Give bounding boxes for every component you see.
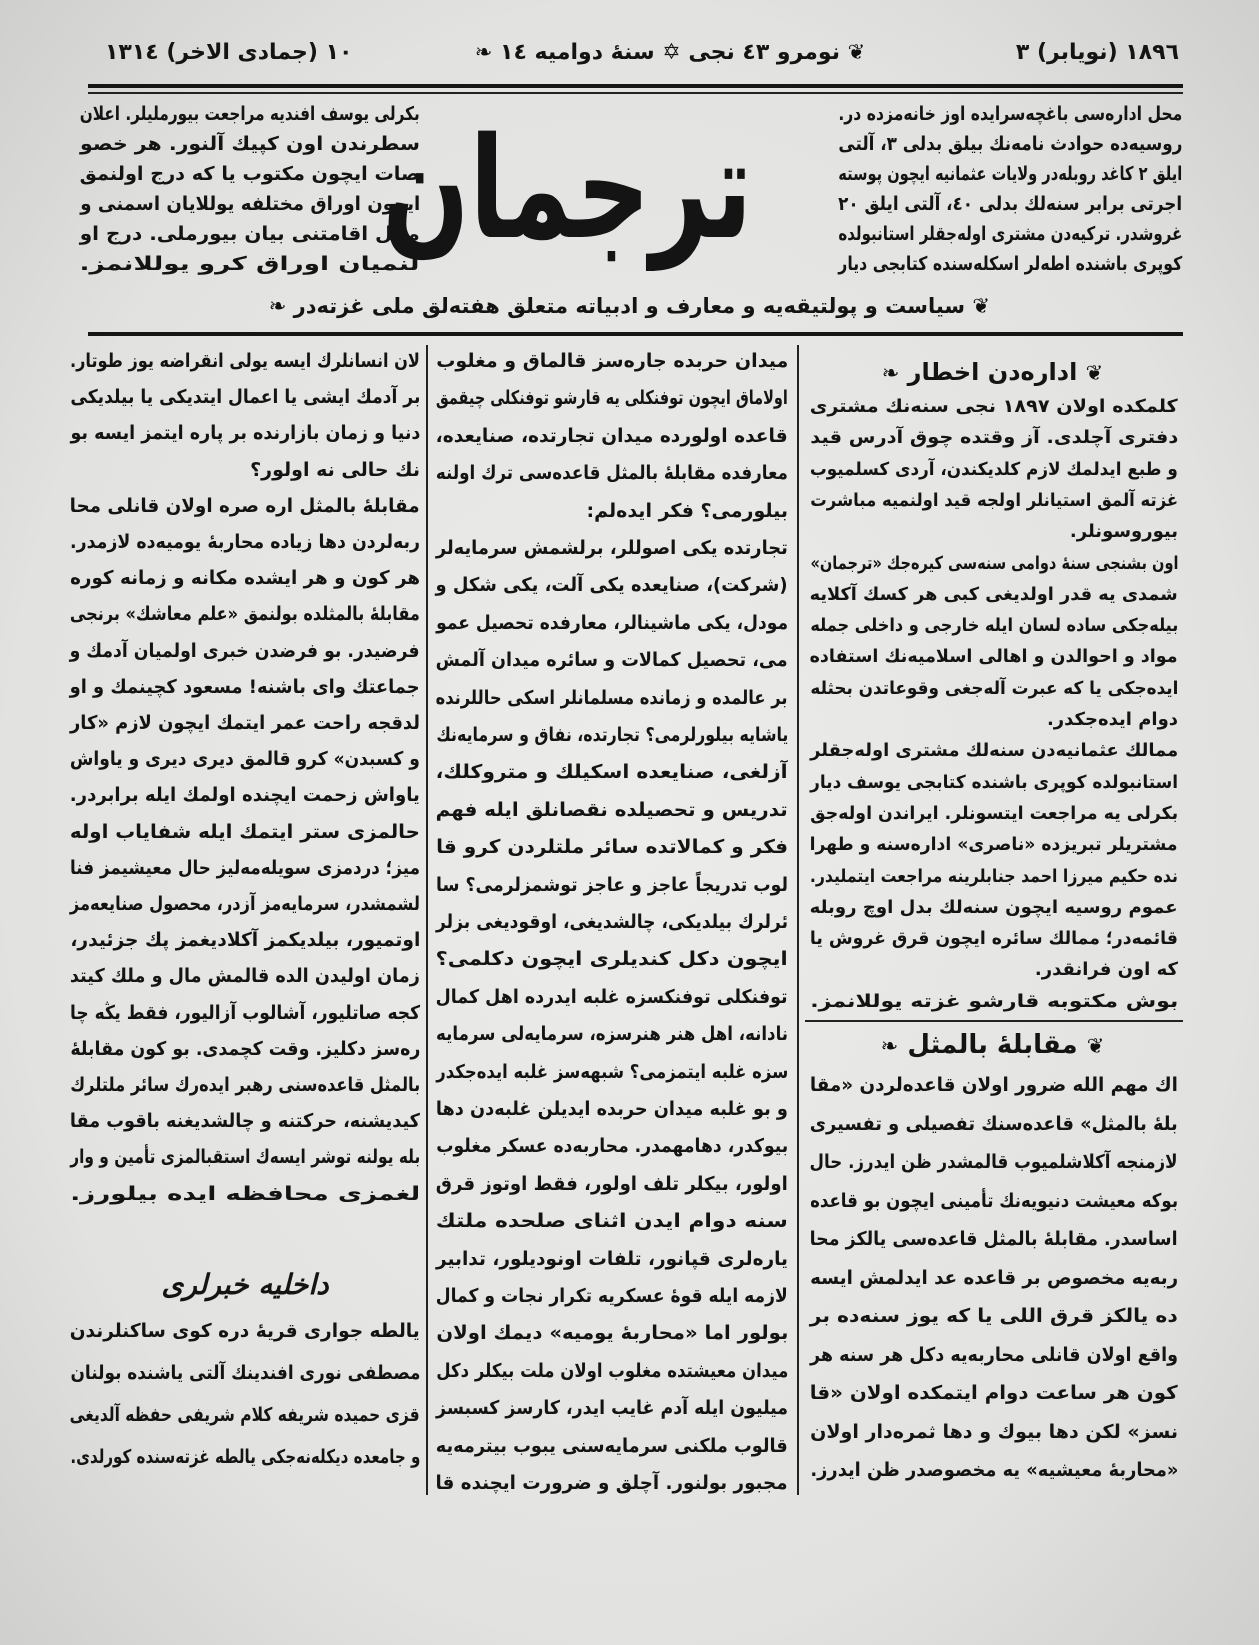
masthead-line [838, 195, 1182, 214]
text-line-text: معارفده مقابلهٔ بالمثل قاعدەسی ترك اولنه [436, 462, 788, 485]
news-line [70, 1364, 420, 1383]
notice-line-text: نده حکیم میرزا احمد جنابلرینه مراجعت ایتملیدر. [810, 865, 1178, 887]
masthead-line-text: ایچون اوراق مختلفه یوللایان اسمنی و [80, 193, 420, 215]
notice-line-text: بکرلی یه مراجعت ایتسونلر. ایراندن اولەجق [810, 802, 1178, 824]
article-line [810, 1153, 1178, 1172]
text-line [70, 1037, 420, 1060]
article-line-text: بلهٔ بالمثل» قاعدەسنك تفصیلی و تفسیری [810, 1112, 1178, 1135]
text-line-text: نادانه، اهل هنر هنرسزه، سرمایەلی سرمایه [436, 1023, 788, 1046]
text-line [436, 726, 788, 745]
notice-line-text: ممالك عثمانیەدن سنەلك مشتری اولەجقلر [810, 740, 1178, 762]
text-line [436, 424, 788, 447]
text-line [70, 714, 420, 733]
text-line [436, 611, 788, 634]
notice-line [810, 583, 1178, 605]
notice-line-text: استانبولده کوپری باشنده کتابجی یوسف دیار [810, 771, 1178, 793]
text-line-text: زمان اولیدن الده قالمش مال و ملك کیتد [70, 965, 420, 988]
notice-line [810, 742, 1178, 760]
ornament-icon: ❦ [847, 40, 866, 64]
text-line [70, 675, 420, 698]
text-line [70, 1182, 420, 1205]
text-line [70, 856, 420, 879]
text-line-text: اولور، بیکلر تلف اولور، فقط اوتوز قرق [436, 1172, 788, 1195]
notice-line [810, 711, 1178, 729]
ornament-icon: ❦ [1085, 361, 1104, 385]
news-line [70, 1322, 420, 1341]
article-line-text: «محاربهٔ معیشیه» یه مخصوصدر ظن ایدرز. [810, 1459, 1178, 1481]
newspaper-subtitle [270, 294, 990, 326]
news-line-text: مصطفی نوری افندینك آلتی یاشنده بولنان [70, 1362, 420, 1384]
text-line-text: لازمه ایله قوهٔ عسکریه تکرار نجات و کمال [436, 1285, 788, 1307]
text-line [436, 464, 788, 483]
masthead-line [838, 225, 1182, 244]
text-line-text: تدریس و تحصیلده نقصانلق ایله فهم [436, 798, 788, 821]
text-line [436, 1137, 788, 1156]
text-line-text: لشمشدر، سرمایەمز آزدر، محصول صنایعەمز [70, 893, 420, 915]
article-heading-text: مقابلهٔ بالمثل [907, 1030, 1078, 1060]
article-line [810, 1307, 1178, 1326]
article-line-text: اساسدر. مقابلهٔ بالمثل قاعدەسی یالکز محا [810, 1228, 1178, 1250]
notice-line [810, 896, 1178, 918]
notice-line [810, 552, 1178, 574]
article-line-text: بوکه معیشت دنیویەنك تأمینی ایچون بو قاعده [810, 1189, 1178, 1212]
notice-line-text: بیلەجکی ساده لسان ایله خارجی و داخلی جمله [810, 615, 1178, 637]
subtitle-text: سیاست و پولتیقەیه و معارف و ادبیاته متعلق هفتەلق ملی غزتەدر [293, 294, 966, 318]
text-line-text: کیدیشنه، حرکتنه و چالشدیغنه باقوب مقا [70, 1110, 420, 1133]
notice-line [810, 458, 1178, 480]
text-line [70, 1112, 420, 1131]
masthead-right-block [838, 105, 1182, 290]
header-rule [88, 92, 1183, 94]
notice-line-text: دفتری آچلدی. آز وقتده چوق آدرس قید [810, 427, 1178, 449]
text-line [70, 533, 420, 552]
text-line-text: سزه غلبه ایتمزمی؟ شبهەسز غلبه ایدەجکدر [436, 1060, 788, 1083]
text-line-text: جماعتك وای باشنه! مسعود کچینمك و او [70, 675, 420, 698]
notice-line-text: و طبع ایدلمك لازم کلدیکندن، آردی کسلمیوب [810, 458, 1178, 480]
masthead-line-text: کوپری باشنده اطەلر اسکلەسنده کتابجی دیار [838, 253, 1182, 275]
ornament-icon: ❦ [1086, 1034, 1105, 1058]
article-line-text: ربەیه مخصوص بر قاعده عد ایدلمش ایسه [810, 1266, 1178, 1289]
text-line [436, 1474, 788, 1493]
notice-line [810, 489, 1178, 511]
article-line [810, 1112, 1178, 1135]
text-line-text: و بو غلبه میدان حربده ایدیلن غلبەدن دها [436, 1098, 788, 1120]
masthead-line-text: اجرتی برابر سنەلك بدلی ٤٠، آلتی ایلق ۲٠ [838, 193, 1182, 215]
text-line [436, 1172, 788, 1195]
text-line [436, 1324, 788, 1343]
notice-line [810, 802, 1178, 824]
news-line-text: و جامعده دیکلەنەجکی یالطه غزتەسنده کورلدی. [70, 1446, 420, 1468]
text-line [70, 967, 420, 986]
text-line-text: لوب تدریجاً عاجز و عاجز توشمزلرمی؟ سا [436, 873, 788, 896]
masthead-line-text: لنمیان اوراق کرو یوللانمز. [80, 253, 420, 275]
notice-line-text: کلمکده اولان ۱۸۹۷ نجی سنەنك مشتری [810, 396, 1178, 417]
text-line [70, 786, 420, 805]
text-line [70, 424, 420, 443]
text-line-text: هر کون و هر ایشده مکانه و زمانه کوره [70, 567, 420, 590]
masthead-line-text: بکرلی یوسف افندیه مراجعت بیورملیلر. اعلان [80, 103, 420, 125]
notice-line [810, 617, 1178, 635]
notice-line-text: غزته آلمق استیانلر اولجه قید اولنمیه مباشرت [810, 489, 1178, 511]
notice-line-text: که اون فرانقدر. [1034, 959, 1178, 981]
text-line-text: بیوکدر، دهامهمدر. محاربەده عسکر مغلوب [436, 1135, 788, 1158]
text-line [70, 931, 420, 950]
text-line-text: آزلغی، صنایعده اسکیلك و متروکلك، [436, 761, 788, 784]
article-line [810, 1343, 1178, 1366]
issue-number [470, 40, 870, 80]
notice-line [810, 961, 1178, 979]
text-line-text: بر آدمك ایشی یا اعمال ایتدیکی یا بیلدیکی [70, 386, 420, 409]
text-line [436, 763, 788, 782]
text-line-text: تجارتده یکی اصوللر، برلشمش سرمایەلر [436, 537, 788, 559]
notice-line-text: دوام ایدەجکدر. [1046, 709, 1178, 730]
text-line [70, 895, 420, 914]
masthead-line-text: صات ایچون مکتوب یا که درج اولنمق [80, 163, 420, 185]
newspaper-title [381, 100, 820, 280]
hijri-date: ١٠ (جمادی الاخر) ١٣١٤ [105, 40, 353, 65]
issue-text: نومرو ٤۳ نجی ✡ سنهٔ دوامیه ١٤ [500, 40, 840, 65]
section-rule [805, 1020, 1183, 1022]
masthead-line-text: ایلق ۲ کاغد روبلەدر ولایات عثمانیه ایچون پوسته [838, 163, 1182, 185]
ornament-icon: ❧ [474, 40, 493, 64]
text-line-text: کجه صاتلیور، آشالوب آزالیور، فقط یڭه چا [70, 1001, 420, 1024]
column-divider [797, 345, 799, 1495]
notice-line [810, 398, 1178, 416]
news-heading: داخلیه خبرلری [161, 1268, 329, 1301]
news-line-text: قزی حمیده شریفه کلام شریفی حفظه آلدیغی [70, 1404, 420, 1426]
masthead-line-text: غروشدر. ترکیەدن مشتری اولەجقلر استانبولده [838, 223, 1182, 245]
text-line-text: و کسبدن» کرو قالمق دیری دیری و یاواش [70, 748, 420, 771]
article-heading [805, 1030, 1180, 1061]
text-line [70, 750, 420, 769]
notice-line [810, 648, 1178, 666]
text-line [70, 820, 420, 843]
article-line [810, 1461, 1178, 1480]
masthead-rule [88, 332, 1183, 336]
gregorian-date: ۱۸۹٦ (نویابر) ۳ [1015, 40, 1179, 65]
title-text: ترجمان [381, 108, 752, 271]
text-line [436, 985, 788, 1008]
notice-line-text: مواد و احوالدن و اهالی اسلامیەنك استفاده [810, 646, 1178, 668]
text-line-text: ایچون دکل کندیلری ایچون دکلمی؟ [436, 948, 788, 971]
text-line [70, 1076, 420, 1095]
notice-line [810, 677, 1178, 699]
text-line [436, 1247, 788, 1270]
text-line-text: مجبور بولنور. آچلق و ضرورت ایچنده قا [436, 1472, 788, 1494]
text-line [436, 389, 788, 408]
text-line-text: (شرکت)، صنایعده یکی آلت، یکی شکل و [436, 574, 788, 597]
notice-line [810, 865, 1178, 887]
masthead-line [838, 165, 1182, 184]
text-line [70, 494, 420, 517]
masthead-line-text: روسیەده حوادث نامەنك بیلق بدلی ۳، آلتی [838, 133, 1182, 155]
ornament-icon: ❧ [880, 1034, 899, 1058]
notice-line-text: بیوروسونلر. [1069, 521, 1178, 543]
text-line [436, 1100, 788, 1119]
text-line-text: ئرلرك بیلدیکی، چالشدیغی، اوقودیغی بزلر [436, 911, 788, 933]
text-line-text: لغمزی محافظه ایده بیلورز. [70, 1182, 420, 1205]
text-line-text: اولاماق ایچون توفنکلی یه قارشو توفنکلی چیقمق [436, 387, 788, 410]
notice-line-text: قائمەدر؛ ممالك سائره ایچون قرق غروش یا [810, 928, 1178, 950]
notice-line-text: ایدەجکی یا که عبرت آلەجغی وقوعاتدن بحثله [810, 677, 1178, 699]
article-line-text: نسز» لکن دها بیوك و دها ثمرەدار اولان [810, 1420, 1178, 1443]
ornament-icon: ❧ [881, 361, 900, 385]
notice-heading-text: ادارەدن اخطار [907, 358, 1078, 386]
text-line [436, 1359, 788, 1382]
news-line [70, 1406, 420, 1425]
text-line [436, 1287, 788, 1306]
text-line-text: دنیا و زمان بازارنده بر پاره ایتمز ایسه بو [70, 422, 420, 445]
header-rule [88, 84, 1183, 88]
text-line [436, 873, 788, 896]
text-line-text: اوتمیور، بیلدیکمز آکلادیغمز پك جزئیدر، [70, 929, 420, 952]
text-line-text: میلیون ایله آدم غایب ایدر، کارسز کسبسز [436, 1397, 788, 1420]
masthead-line [838, 135, 1182, 154]
text-line [436, 1060, 788, 1083]
notice-line [810, 771, 1178, 793]
text-line-text: فکر و کمالاتده سائر ملتلردن کرو قا [436, 836, 788, 859]
text-line-text: بر عالمده و زمانده مسلمانلر اسکی حاللرنده [436, 686, 788, 709]
news-line-text: یالطه جواری قریهٔ دره کوی ساکنلرندن [70, 1320, 420, 1342]
article-line [810, 1076, 1178, 1095]
text-line-text: یاواش زحمت ایچنده اولمك ایله برابردر. [70, 784, 420, 807]
text-line [70, 569, 420, 588]
text-line [436, 686, 788, 709]
notice-line-text: عموم روسیه ایچون سنەلك بدل اوچ روبله [810, 896, 1178, 918]
text-line-text: یارەلری قپانور، تلفات اونودیلور، تدابیر [436, 1247, 788, 1270]
masthead-line-text: محل ادارەسی باغچەسرایده اوز خانەمزده در. [838, 103, 1182, 125]
text-line-text: رەسز دکلیز. وقت کچمدی. بو کون مقابلهٔ [70, 1037, 420, 1060]
notice-heading [805, 358, 1180, 387]
text-line-text: قالوب ملکنی سرمایەسنی یبوب بیترمەیه [436, 1434, 788, 1457]
article-line [810, 1189, 1178, 1212]
text-line-text: میدان حربده جارەسز قالماق و مغلوب [435, 350, 788, 372]
notice-line [810, 836, 1178, 854]
text-line [70, 1001, 420, 1024]
text-line [436, 539, 788, 558]
text-line-text: مقابلهٔ بالمثلده بولنمق «علم معاشك» برنجی [70, 603, 420, 626]
text-line-text: میز؛ دردمزی سویلەمەلیز حال معیشیمز فنا [70, 856, 420, 879]
masthead-line [838, 105, 1182, 124]
text-line-text: قاعده اولوردە میدان تجارتده، صنایعده، [436, 424, 788, 447]
text-line-text: لدقجه راحت عمر ایتمك ایچون لازم «کار [70, 712, 420, 734]
text-line [70, 605, 420, 624]
text-line-text: می، تحصیل کمالات و سائره میدان آلمش [436, 649, 788, 672]
text-line-text: سنه دوام ایدن اثنای صلحده ملتك [435, 1210, 788, 1233]
article-line [810, 1384, 1178, 1403]
text-line-text: ربەلردن دها زیاده محاربهٔ یومیەده لازمدر. [70, 531, 420, 553]
text-line-text: بیلورمی؟ فکر ایدەلم: [586, 499, 788, 522]
text-line [436, 1399, 788, 1418]
ornament-icon: ❧ [268, 294, 287, 318]
text-line-text: بله یولنه توشر ایسەك استقبالمزی تأمین و وار [70, 1146, 420, 1169]
text-line [70, 458, 420, 481]
text-line [436, 798, 788, 821]
text-line [436, 913, 788, 932]
masthead-line-text: محل اقامتنی بیان بیورملی. درج او [80, 223, 420, 245]
notice-line [810, 523, 1178, 541]
text-line [436, 576, 788, 595]
text-line [436, 1434, 788, 1457]
notice-line [810, 429, 1178, 447]
article-line [810, 1266, 1178, 1289]
text-line-text: یاشایه بیلورلرمی؟ تجارتده، نفاق و سرمایەنك [436, 724, 788, 746]
text-line [436, 651, 788, 670]
text-line-text: نك حالی نه اولور؟ [250, 458, 420, 481]
text-line [70, 639, 420, 662]
notice-line-text: اون بشنجی سنهٔ دوامی سنەسی کیرەجك «ترجمان» [810, 552, 1178, 574]
text-line-text: بولور اما «محاربهٔ یومیه» دیمك اولان [436, 1322, 788, 1345]
notice-line-text: بوش مکتوبه قارشو غزته یوللانمز. [810, 990, 1178, 1012]
notice-line [810, 930, 1178, 948]
masthead-line-text: سطرندن اون کپیك آلنور. هر خصو [80, 133, 420, 155]
text-line-text: میدان معیشتده مغلوب اولان ملت بیکلر دکل [436, 1359, 788, 1382]
text-line-text: حالمزی ستر ایتمك ایله شفایاب اوله [70, 820, 420, 843]
notice-line-text: مشتریلر تبریزده «ناصری» ادارەسنه و طهرا [810, 834, 1178, 856]
notice-line [810, 990, 1178, 1012]
news-line [70, 1448, 420, 1467]
text-line [436, 950, 788, 969]
text-line-text: مقابلهٔ بالمثل اره صره اولان قانلی محا [70, 494, 420, 517]
notice-line-text: شمدی یه قدر اولدیغی کبی هر کسك آکلایه [810, 583, 1178, 605]
text-line-text: مودل، یکی ماشینالر، معارفده تحصیل عمو [436, 611, 788, 634]
article-line-text: ده یالکز قرق اللی یا که یوز سنەده بر [810, 1305, 1178, 1327]
ornament-icon: ❦ [972, 294, 990, 318]
article-line [810, 1230, 1178, 1249]
text-line-text: فرضیدر. بو فرضدن خبری اولمیان آدمك و [70, 639, 420, 662]
text-line [70, 352, 420, 371]
article-line [810, 1420, 1178, 1443]
article-line-text: لازمنجه آکلاشلمیوب قالمشدر ظن ایدرز. حال [810, 1151, 1178, 1173]
text-line [436, 352, 788, 371]
text-line [70, 388, 420, 407]
article-line-text: واقع اولان قانلی محاربەیه دکل هر سنه هر [810, 1343, 1178, 1366]
text-line [70, 1148, 420, 1167]
text-line [436, 838, 788, 857]
text-line-text: بالمثل قاعدەسنی رهبر ایدەرك سائر ملتلرك [70, 1074, 420, 1096]
text-line-text: توفنکلی توفنکسزه غلبه ایدرده اهل کمال [436, 985, 788, 1008]
masthead-line [838, 255, 1182, 274]
text-line [436, 499, 788, 522]
text-line-text: لان انسانلرك ایسه یولی انقراضه یوز طوتار. [70, 350, 420, 372]
text-line [436, 1025, 788, 1044]
article-line-text: کون هر ساعت دوام ایتمکده اولان «قا [810, 1382, 1178, 1404]
article-line-text: اك مهم الله ضرور اولان قاعدەلردن «مقا [810, 1074, 1178, 1096]
text-line [436, 1212, 788, 1231]
